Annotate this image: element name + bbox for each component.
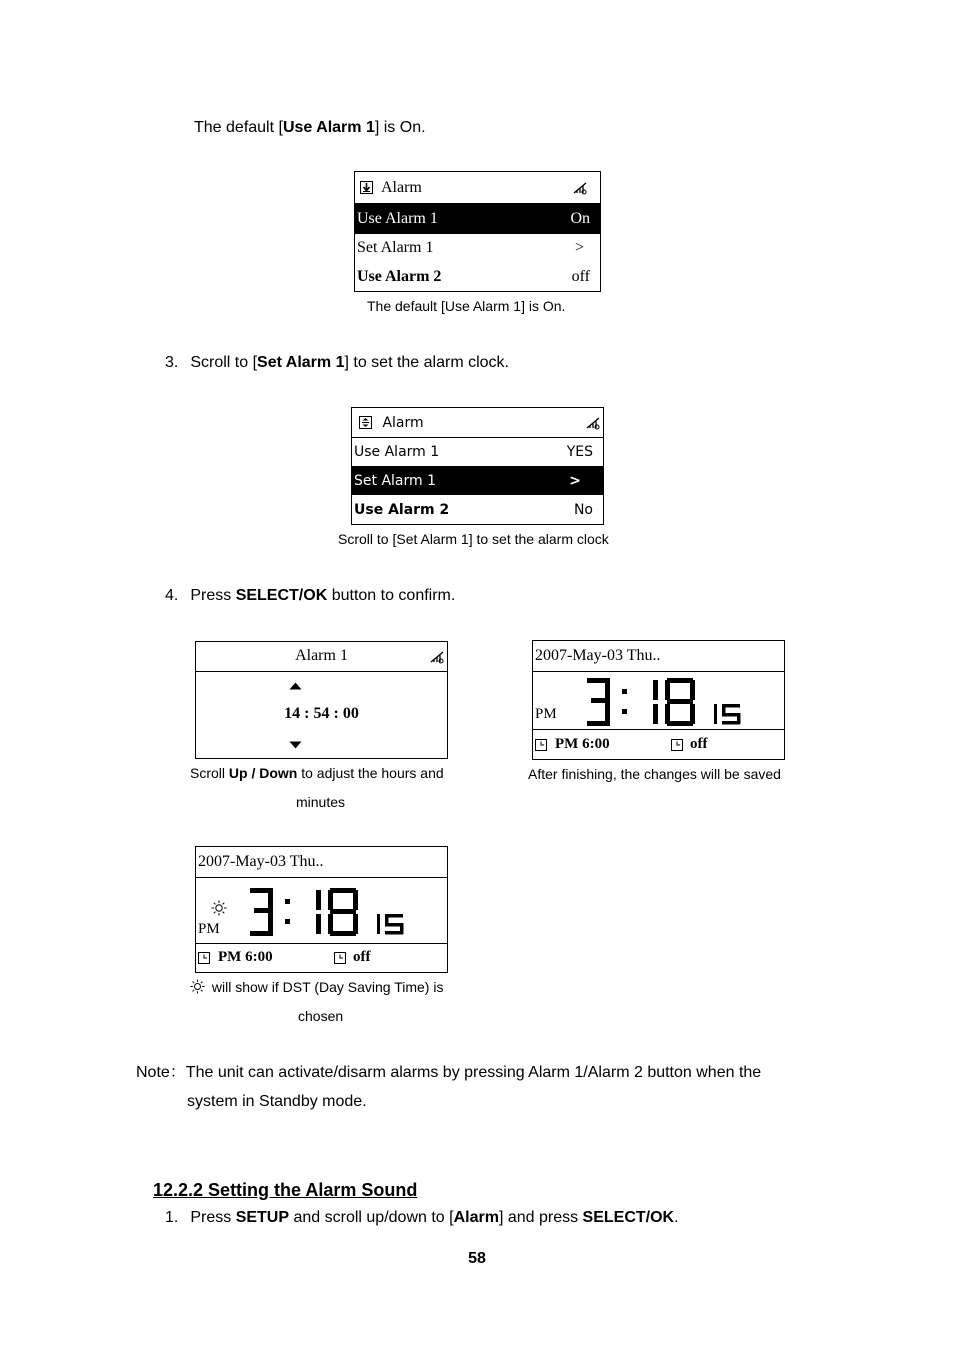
time-digits-icon [585,678,745,726]
alarm2-status: off [690,736,708,752]
menu-row-use-alarm-2[interactable]: Use Alarm 2 No [354,501,593,518]
caption-alarm-set-line2: minutes [296,794,346,810]
caption-dst-line2: chosen [298,1008,344,1024]
clock-area [533,671,784,730]
alarm-menu-set [351,407,604,525]
alarm-clock-icon [535,739,547,751]
date-text: 2007-May-03 Thu.. [198,853,324,870]
caption-menu2: Scroll to [Set Alarm 1] to set the alarm clock [338,531,609,547]
menu-row-use-alarm-1[interactable]: Use Alarm 1 On [355,203,600,233]
step-3: 3. Scroll to [Set Alarm 1] to set the alarm clock. [165,354,509,371]
step-4: 4. Press SELECT/OK button to confirm. [165,587,456,604]
caption-alarm-set: Scroll Up / Down to adjust the hours and [190,765,444,781]
down-arrow-icon[interactable] [289,741,302,749]
note-line-2: system in Standby mode. [187,1093,367,1110]
standby-display-dst [195,846,448,973]
alarm-menu-default [354,171,601,292]
scroll-down-icon [360,181,373,194]
alarm-clock-icon [198,952,210,964]
alarm-time-value: 14 : 54 : 00 [284,705,359,722]
ampm-label: PM [198,921,220,937]
caption-saved: After finishing, the changes will be saved [528,766,781,782]
signal-icon [585,416,601,430]
scroll-updown-icon [359,416,372,429]
menu-row-use-alarm-2[interactable]: Use Alarm 2 off [357,267,590,285]
intro-text: The default [Use Alarm 1] is On. [194,119,426,136]
alarm2-status: off [353,949,371,965]
alarm-clock-icon [334,952,346,964]
menu-title: Alarm [381,178,422,196]
signal-icon [572,181,588,195]
time-digits-icon [248,888,408,936]
alarm-time-screen [195,641,448,759]
alarm-clock-icon [671,739,683,751]
alarm1-time: PM 6:00 [218,949,273,965]
menu-row-set-alarm-1[interactable]: Set Alarm 1 > [352,466,603,495]
alarm1-time: PM 6:00 [555,736,610,752]
menu-title: Alarm [382,414,424,431]
ampm-label: PM [535,706,557,722]
caption-dst: will show if DST (Day Saving Time) is [190,978,443,996]
step-1: 1. Press SETUP and scroll up/down to [Alarm] and press SELECT/OK. [165,1209,679,1226]
caption-menu1: The default [Use Alarm 1] is On. [367,298,566,314]
screen-body [196,671,447,758]
date-text: 2007-May-03 Thu.. [535,647,661,664]
menu-row-set-alarm-1[interactable]: Set Alarm 1 > [355,233,600,262]
menu-header [352,408,603,437]
signal-icon [429,650,445,664]
note-line-1: Note：The unit can activate/disarm alarms by pressing Alarm 1/Alarm 2 button when the [136,1064,762,1081]
menu-row-use-alarm-1[interactable]: Use Alarm 1 YES [352,437,603,466]
alarm-status-row [196,943,447,973]
screen-header [196,642,447,671]
dst-sun-icon [190,979,205,994]
up-arrow-icon[interactable] [289,682,302,690]
standby-display [532,640,785,760]
screen-title: Alarm 1 [295,647,348,664]
section-heading: 12.2.2 Setting the Alarm Sound [153,1180,418,1200]
menu-header [355,172,600,203]
alarm-status-row [533,729,784,760]
clock-area [196,877,447,944]
page-number: 58 [468,1250,486,1267]
dst-sun-icon [211,900,227,916]
